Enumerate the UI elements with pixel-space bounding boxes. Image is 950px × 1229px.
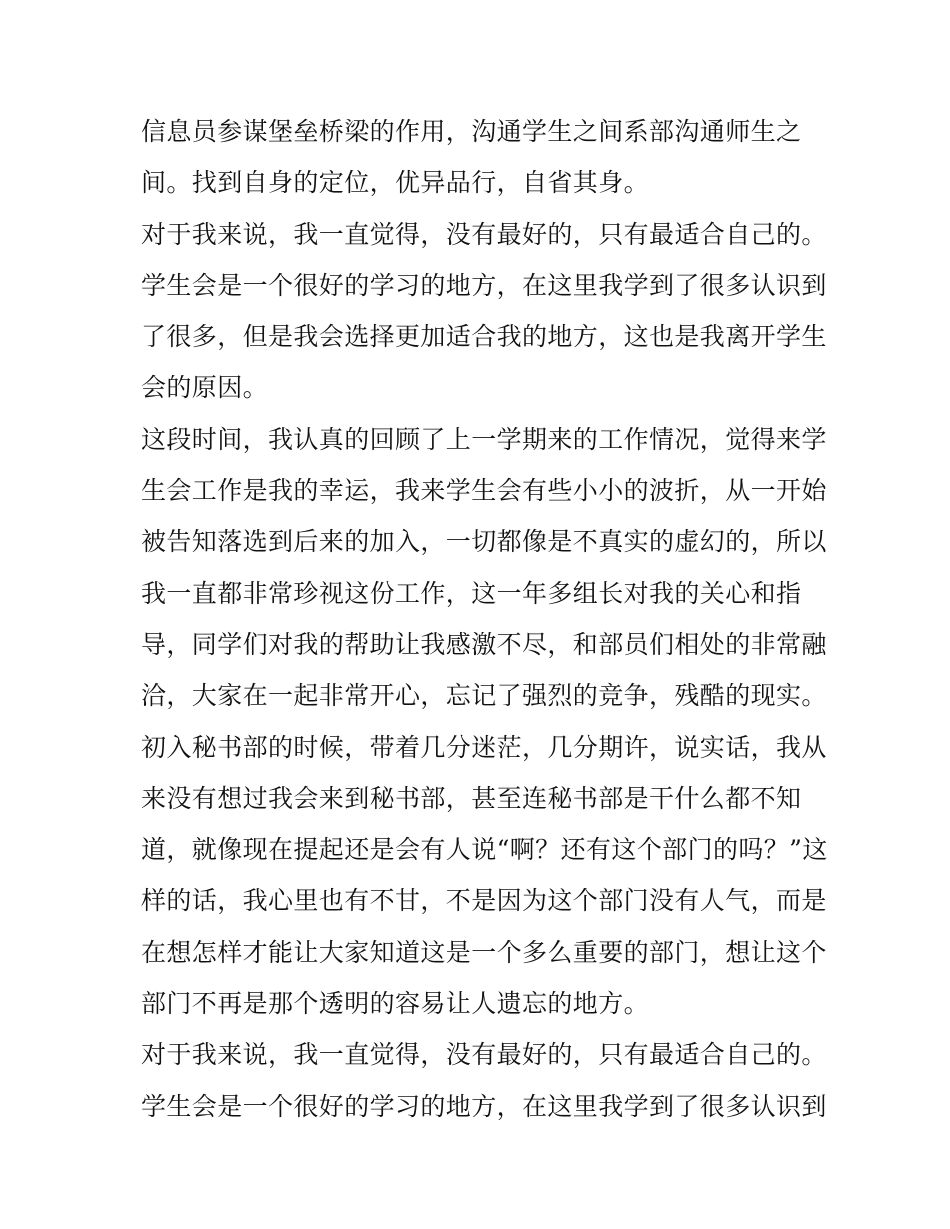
text-line: 在想怎样才能让大家知道这是一个多么重要的部门，想让这个 (141, 937, 827, 967)
text-line: 来没有想过我会来到秘书部，甚至连秘书部是干什么都不知 (141, 783, 802, 813)
text-line: 这段时间，我认真的回顾了上一学期来的工作情况，觉得来学 (141, 424, 827, 454)
text-line: 对于我来说，我一直觉得，没有最好的，只有最适合自己的。 (141, 1040, 827, 1070)
text-line: 信息员参谋堡垒桥梁的作用，沟通学生之间系部沟通师生之 (141, 117, 802, 146)
text-line: 导，同学们对我的帮助让我感激不尽，和部员们相处的非常融 (141, 629, 827, 659)
text-line: 会的原因。 (141, 373, 269, 403)
text-line: 洽，大家在一起非常开心，忘记了强烈的竞争，残酷的现实。 (141, 681, 827, 711)
text-line: 样的话，我心里也有不甘，不是因为这个部门没有人气，而是 (141, 886, 827, 916)
text-line: 对于我来说，我一直觉得，没有最好的，只有最适合自己的。 (141, 219, 827, 249)
text-line: 生会工作是我的幸运，我来学生会有些小小的波折，从一开始 (141, 476, 827, 506)
text-line: 被告知落选到后来的加入，一切都像是不真实的虚幻的，所以 (141, 527, 827, 557)
body-text (141, 106, 828, 1132)
text-line: 部门不再是那个透明的容易让人遗忘的地方。 (141, 989, 650, 1019)
text-line: 了很多，但是我会选择更加适合我的地方，这也是我离开学生 (141, 322, 827, 352)
text-line: 道，就像现在提起还是会有人说“啊？还有这个部门的吗？”这 (141, 835, 828, 865)
text-line: 间。找到自身的定位，优异品行，自省其身。 (141, 168, 650, 198)
text-line: 学生会是一个很好的学习的地方，在这里我学到了很多认识到 (141, 1091, 827, 1121)
text-line: 我一直都非常珍视这份工作，这一年多组长对我的关心和指 (141, 578, 802, 608)
text-line: 初入秘书部的时候，带着几分迷茫，几分期许，说实话，我从 (141, 732, 827, 762)
text-line: 学生会是一个很好的学习的地方，在这里我学到了很多认识到 (141, 270, 827, 300)
